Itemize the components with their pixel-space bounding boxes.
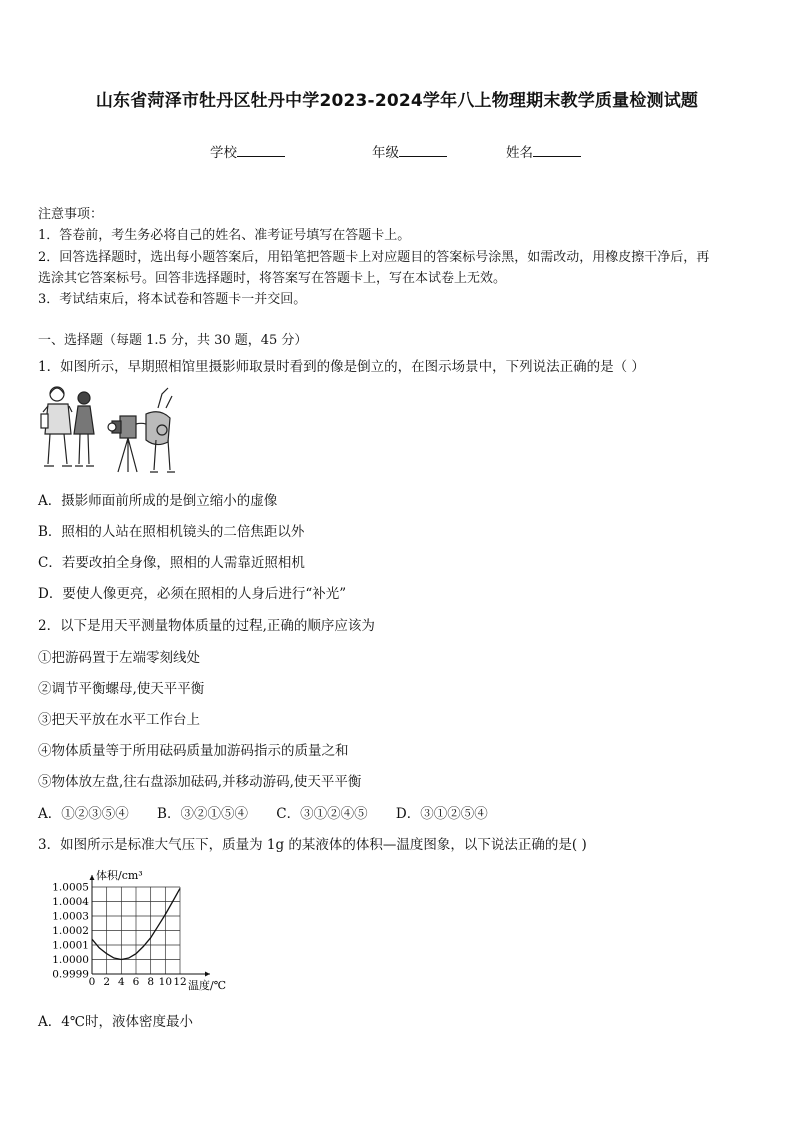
- q2-step: ④物体质量等于所用砝码质量加游码指示的质量之和: [38, 743, 349, 759]
- q2-option-b[interactable]: B．③②①⑤④: [157, 806, 248, 822]
- y-tick-label: 1.0001: [52, 939, 89, 952]
- chart-grid: [92, 887, 180, 974]
- school-label: 学校: [210, 145, 237, 161]
- volume-temperature-chart: [38, 862, 238, 996]
- notice-item: 1．答卷前，考生务必将自己的姓名、准考证号填写在答题卡上。: [38, 228, 411, 243]
- q2-step: ①把游码置于左端零刻线处: [38, 650, 200, 666]
- y-tick-label: 1.0004: [52, 896, 89, 908]
- grade-blank[interactable]: [399, 144, 447, 157]
- y-tick-label: 1.0002: [52, 925, 89, 937]
- y-tick-label: 1.0005: [52, 881, 89, 894]
- name-blank[interactable]: [533, 144, 581, 157]
- name-label: 姓名: [506, 145, 533, 161]
- photo-studio-illustration: [40, 384, 190, 474]
- notice-heading: 注意事项：: [38, 207, 104, 222]
- x-tick-label: 6: [132, 976, 140, 988]
- x-tick-label: 0: [88, 976, 96, 988]
- x-tick-label: 4: [117, 976, 125, 988]
- q2-step: ③把天平放在水平工作台上: [38, 712, 200, 728]
- y-axis-arrow: [90, 875, 95, 880]
- x-axis-arrow: [205, 972, 210, 977]
- q3-option-a[interactable]: A．4℃时，液体密度最小: [38, 1014, 193, 1030]
- q2-step: ⑤物体放左盘,往右盘添加砝码,并移动游码,使天平平衡: [38, 774, 362, 790]
- grade-label: 年级: [372, 145, 399, 161]
- q2-stem: 2．以下是用天平测量物体质量的过程,正确的顺序应该为: [38, 618, 375, 634]
- q1-stem: 1．如图所示，早期照相馆里摄影师取景时看到的像是倒立的，在图示场景中，下列说法正确的是（ ）: [38, 359, 645, 375]
- name-field: [506, 141, 581, 161]
- q3-stem: 3．如图所示是标准大气压下，质量为 1g 的某液体的体积—温度图象，以下说法正确的是( ): [38, 837, 587, 853]
- chart-axes: [90, 875, 211, 977]
- page-title: 山东省菏泽市牡丹区牡丹中学2023-2024学年八上物理期末教学质量检测试题: [95, 91, 699, 111]
- q2-step: ②调节平衡螺母,使天平平衡: [38, 681, 205, 697]
- notice-item: 选涂其它答案标号。回答非选择题时，将答案写在答题卡上，写在本试卷上无效。: [38, 271, 507, 286]
- school-blank[interactable]: [237, 144, 285, 157]
- x-tick-label: 10: [158, 976, 173, 988]
- x-tick-label: 2: [103, 976, 111, 988]
- q1-option-d[interactable]: D．要使人像更亮，必须在照相的人身后进行“补光”: [38, 586, 347, 602]
- chart-ticks: [52, 882, 186, 989]
- q1-option-a[interactable]: A．摄影师面前所成的是倒立缩小的虚像: [38, 493, 278, 509]
- q2-option-c[interactable]: C．③①②④⑤: [276, 806, 368, 822]
- school-field: [210, 141, 285, 161]
- y-tick-label: 1.0000: [52, 954, 89, 966]
- notice-item: 2．回答选择题时，选出每小题答案后，用铅笔把答题卡上对应题目的答案标号涂黑，如需改动，用橡皮擦干净后，再: [38, 250, 710, 265]
- x-axis-label: 温度/℃: [188, 979, 227, 992]
- y-tick-label: 0.9999: [52, 968, 89, 981]
- q2-options: [38, 802, 512, 822]
- x-tick-label: 12: [173, 976, 187, 988]
- q1-option-b[interactable]: B．照相的人站在照相机镜头的二倍焦距以外: [38, 524, 305, 540]
- grade-field: [372, 141, 447, 161]
- section-heading: 一、选择题（每题 1.5 分，共 30 题，45 分）: [38, 333, 308, 348]
- x-tick-label: 8: [147, 976, 155, 988]
- y-axis-label: 体积/cm³: [96, 869, 143, 882]
- q2-option-a[interactable]: A．①②③⑤④: [38, 806, 129, 822]
- y-tick-label: 1.0003: [52, 910, 89, 923]
- notice-item: 3．考试结束后，将本试卷和答题卡一并交回。: [38, 292, 307, 307]
- q2-option-d[interactable]: D．③①②⑤④: [395, 806, 488, 822]
- q1-option-c[interactable]: C．若要改拍全身像，照相的人需靠近照相机: [38, 555, 305, 571]
